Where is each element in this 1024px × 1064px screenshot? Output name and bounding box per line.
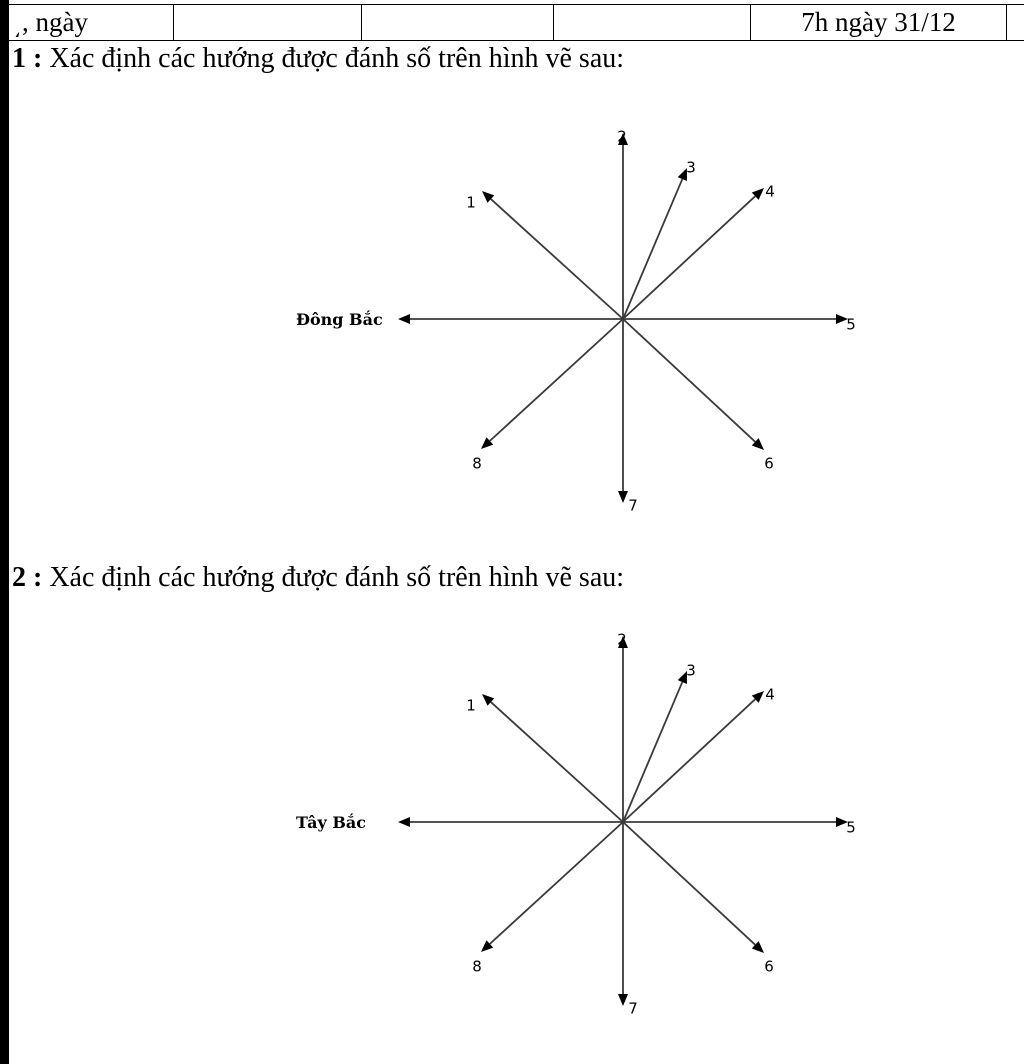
question-1-title [12, 43, 624, 75]
arrow-shaft [623, 682, 682, 822]
direction-arrow-8 [472, 319, 623, 473]
arrow-shaft [490, 822, 623, 944]
arrow-head [398, 817, 410, 827]
question-1-number: 1 [12, 43, 26, 74]
side-label: Tây Bắc [296, 813, 367, 832]
direction-label: 6 [764, 957, 774, 976]
compass-diagram-1 [0, 100, 1024, 520]
direction-arrow-8 [472, 822, 623, 976]
direction-arrow-1 [466, 694, 623, 822]
direction-label: 3 [686, 158, 696, 177]
direction-label: 8 [472, 454, 482, 473]
arrow-head [618, 994, 628, 1006]
direction-label: 2 [617, 630, 627, 649]
direction-arrow-7 [618, 822, 638, 1018]
direction-label: 1 [466, 696, 476, 715]
direction-label: 5 [846, 315, 856, 334]
west-arrow [398, 314, 623, 324]
arrow-shaft [491, 702, 623, 822]
direction-arrow-2 [617, 631, 628, 823]
question-1-text: Xác định các hướng được đánh số trên hình vẽ sau: [49, 43, 625, 74]
question-2-number: 2 [12, 562, 26, 593]
arrow-shaft [623, 822, 755, 945]
direction-arrow-7 [618, 319, 638, 515]
direction-arrow-3 [623, 662, 696, 823]
header-deadline-cell: 7h ngày 31/12 [751, 5, 1007, 41]
west-arrow [398, 817, 623, 827]
direction-arrow-5 [623, 314, 856, 334]
direction-label: 1 [466, 193, 476, 212]
arrow-shaft [623, 319, 755, 442]
side-label: Đông Bắc [296, 310, 383, 329]
direction-label: 8 [472, 957, 482, 976]
header-cell-3 [362, 5, 554, 41]
question-2-title [12, 562, 624, 594]
direction-arrow-6 [623, 822, 774, 976]
direction-label: 7 [628, 999, 638, 1018]
direction-arrow-3 [623, 159, 696, 320]
direction-arrow-2 [617, 128, 628, 320]
direction-arrow-6 [623, 319, 774, 473]
direction-arrow-4 [623, 183, 775, 320]
arrow-shaft [490, 319, 623, 441]
arrow-head [398, 314, 410, 324]
header-cell-4 [554, 5, 751, 41]
question-2-separator: : [26, 562, 50, 593]
direction-arrow-4 [623, 686, 775, 823]
direction-label: 3 [686, 661, 696, 680]
direction-label: 7 [628, 496, 638, 515]
question-1-separator: : [26, 43, 50, 74]
header-date-cell: ͵, ngày [1, 5, 174, 41]
arrow-shaft [623, 179, 682, 319]
direction-label: 4 [765, 182, 775, 201]
direction-label: 6 [764, 454, 774, 473]
arrow-shaft [491, 199, 623, 319]
arrow-shaft [623, 196, 755, 319]
header-cell-6 [1007, 5, 1024, 41]
arrow-head [618, 491, 628, 503]
header-cell-2 [174, 5, 362, 41]
header-row [1, 5, 1024, 41]
header-table [0, 4, 1024, 41]
direction-label: 5 [846, 818, 856, 837]
direction-arrow-1 [466, 191, 623, 319]
direction-label: 4 [765, 685, 775, 704]
arrow-shaft [623, 699, 755, 822]
compass-diagram-2 [0, 603, 1024, 1023]
direction-label: 2 [617, 127, 627, 146]
question-2-text: Xác định các hướng được đánh số trên hình vẽ sau: [49, 562, 625, 593]
direction-arrow-5 [623, 817, 856, 837]
